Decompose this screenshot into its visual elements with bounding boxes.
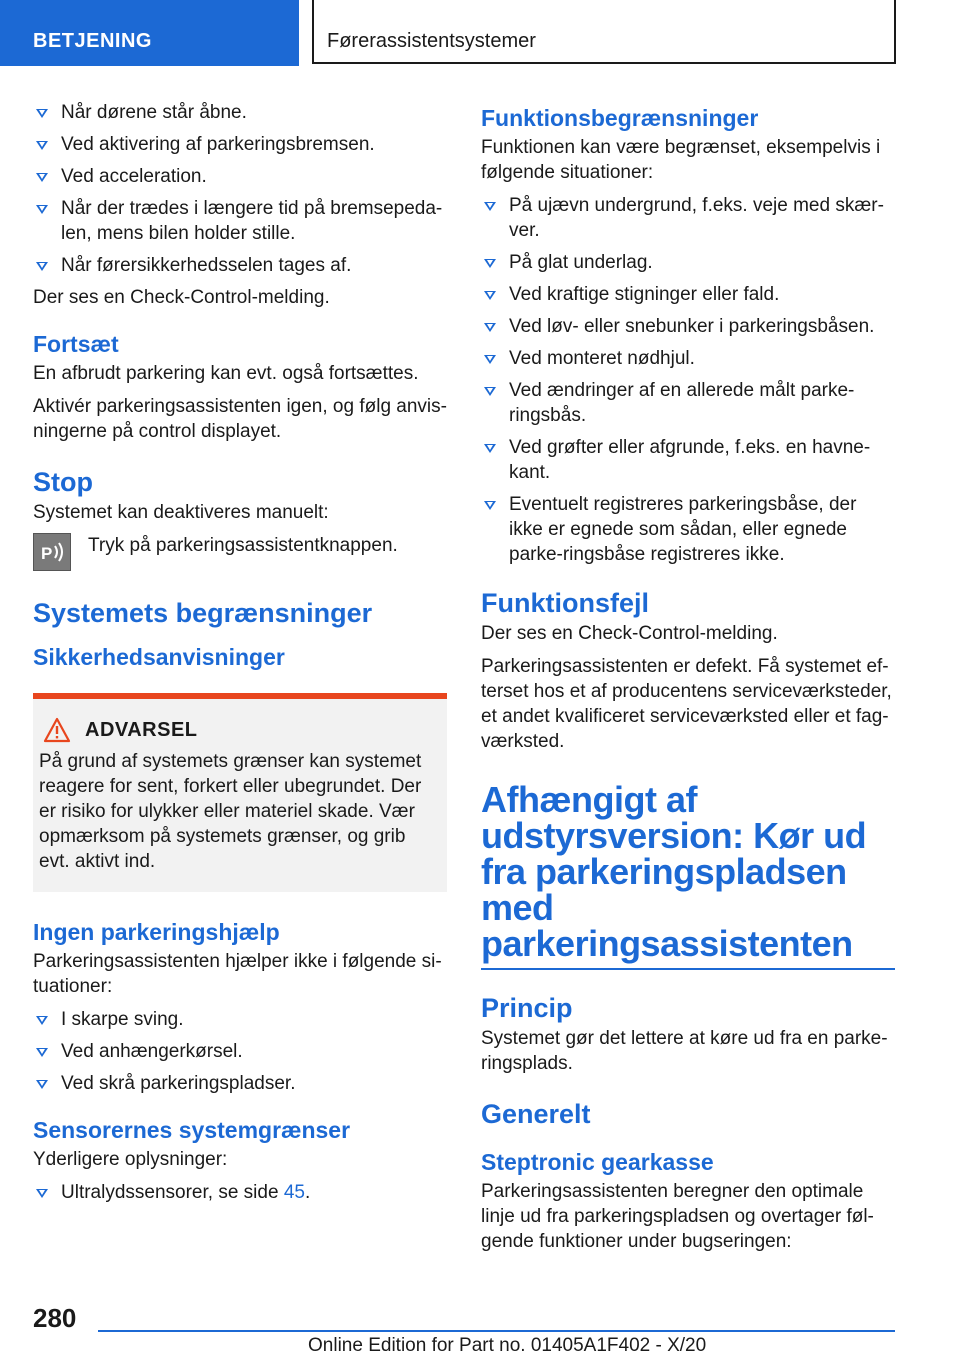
chapter-title: Førerassistentsystemer [312,0,896,64]
list-item: På ujævn undergrund, f.eks. veje med skær-ver. [481,193,895,243]
list-stop-conditions [33,100,447,278]
list-item: Når dørene står åbne. [33,100,447,125]
list-item: Ultralydssensorer, se side 45. [33,1180,447,1205]
paragraph: En afbrudt parkering kan evt. også fortsættes. [33,363,419,384]
edition-footer: Online Edition for Part no. 01405A1F402 - X/20 [308,1335,707,1356]
triangle-bullet-icon [36,1048,48,1057]
paragraph: Der ses en Check-Control-melding. [33,287,330,308]
list-no-help [33,1007,447,1096]
paragraph: Systemet gør det lettere at køre ud fra en parke-ringsplads. [481,1028,888,1074]
page-reference-link[interactable]: 45 [283,1182,305,1203]
triangle-bullet-icon [484,355,496,364]
svg-text:P: P [41,544,53,563]
paragraph: Parkeringsassistenten beregner den optimale linje ud fra parkeringspladsen og overtager føl-gende funktioner under bugseringen: [481,1181,874,1252]
triangle-bullet-icon [484,444,496,453]
left-column [33,100,447,1212]
list-item: Når førersikkerhedsselen tages af. [33,253,447,278]
heading-generelt: Generelt [481,1099,591,1129]
triangle-bullet-icon [484,323,496,332]
warning-triangle-icon [43,717,71,743]
heading-steptronic: Steptronic gearkasse [481,1149,714,1175]
paragraph: Parkeringsassistenten er defekt. Få systemet ef-terset hos et af producentens serviceværksteder, et andet kvalificeret serviceværksted eller et fag-værksted. [481,656,892,752]
heading-funktionsbegraensninger: Funktionsbegrænsninger [481,105,759,131]
list-item: Ved ændringer af en allerede målt parke-ringsbås. [481,378,895,428]
paragraph: Funktionen kan være begrænset, eksempelvis i følgende situationer: [481,137,881,183]
triangle-bullet-icon [484,291,496,300]
heading-koer-ud: Afhængigt af udstyrsversion: Kør ud fra parkeringspladsen med parkeringsassistenten [481,779,867,964]
triangle-bullet-icon [36,205,48,214]
triangle-bullet-icon [36,173,48,182]
section-tab: BETJENING [0,0,299,66]
list-item: Eventuelt registreres parkeringsbåse, der ikke er egnede som sådan, eller egnede parke-ringsbåse registreres ikke. [481,492,895,567]
list-item: Ved løv- eller snebunker i parkeringsbåsen. [481,314,895,339]
chapter-heading [481,779,895,970]
paragraph: Der ses en Check-Control-melding. [481,623,778,644]
paragraph: Parkeringsassistenten hjælper ikke i følgende si-tuationer: [33,951,442,997]
triangle-bullet-icon [36,1016,48,1025]
heading-ingen-parkeringshjaelp: Ingen parkeringshjælp [33,919,280,945]
warning-box [33,693,447,892]
triangle-bullet-icon [36,141,48,150]
heading-sikkerhed: Sikkerhedsanvisninger [33,644,285,670]
heading-funktionsfejl: Funktionsfejl [481,588,649,618]
triangle-bullet-icon [36,262,48,271]
paragraph: Aktivér parkeringsassistenten igen, og følg anvis-ningerne på control displayet. [33,396,447,442]
heading-begraensninger: Systemets begrænsninger [33,598,373,628]
button-instruction [33,533,447,577]
warning-header [39,717,425,743]
footer-rule [98,1330,895,1332]
heading-fortsaet: Fortsæt [33,331,119,357]
list-sensor-info [33,1180,447,1205]
park-assist-button-icon [33,533,71,571]
list-item: I skarpe sving. [33,1007,447,1032]
list-item: Ved acceleration. [33,164,447,189]
triangle-bullet-icon [36,1189,48,1198]
triangle-bullet-icon [484,387,496,396]
triangle-bullet-icon [484,259,496,268]
heading-princip: Princip [481,993,573,1023]
triangle-bullet-icon [484,202,496,211]
heading-sensorgraenser: Sensorernes systemgrænser [33,1117,351,1143]
list-item: Ved monteret nødhjul. [481,346,895,371]
triangle-bullet-icon [36,109,48,118]
list-item: Ved grøfter eller afgrunde, f.eks. en havne-kant. [481,435,895,485]
list-limitations [481,193,895,567]
list-item: På glat underlag. [481,250,895,275]
triangle-bullet-icon [484,501,496,510]
warning-text: På grund af systemets grænser kan systemet reagere for sent, forkert eller ubegrundet. Der er risiko for ulykker eller materiel skade. Vær opmærksom på systemets grænser, og grib evt. aktivt ind. [39,751,422,872]
heading-stop: Stop [33,467,93,497]
list-item: Ved kraftige stigninger eller fald. [481,282,895,307]
list-item: Når der trædes i længere tid på bremsepeda-len, mens bilen holder stille. [33,196,447,246]
button-text: Tryk på parkeringsassistentknappen. [88,535,398,556]
page-number: 280 [33,1303,77,1333]
list-item: Ved anhængerkørsel. [33,1039,447,1064]
list-item: Ved aktivering af parkeringsbremsen. [33,132,447,157]
paragraph: Yderligere oplysninger: [33,1149,228,1170]
list-item: Ved skrå parkeringspladser. [33,1071,447,1096]
paragraph: Systemet kan deaktiveres manuelt: [33,502,329,523]
right-column [481,100,895,1262]
triangle-bullet-icon [36,1080,48,1089]
warning-title: ADVARSEL [85,718,198,741]
